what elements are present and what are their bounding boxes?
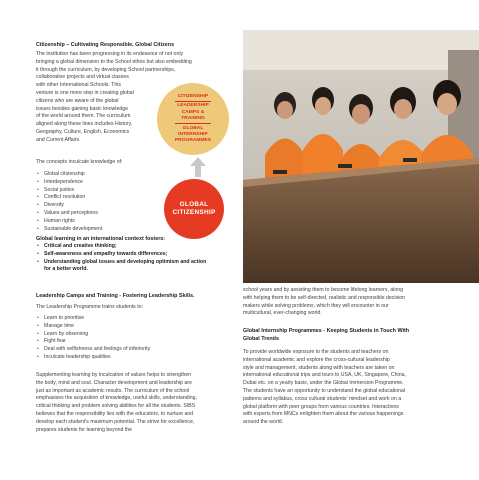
circle-label: CAMPS & — [181, 109, 205, 115]
intro-line: The institution has been progressing in its endeavour of not only — [36, 51, 184, 57]
list-item: • Interdependence — [36, 179, 186, 187]
continuation-line: with helping them to be self-directed, realistic and responsible decision — [243, 294, 406, 301]
concepts-intro: The concepts inculcate knowledge of: — [36, 159, 123, 165]
continuation-text: for a better world. — [44, 266, 88, 273]
closing-line: Supplementing learning by inculcation of values helps to strengthen — [36, 372, 192, 378]
continuation-line: makers while solving problems, which they will encounter in our — [243, 302, 389, 309]
list-item: • Learn by observing — [36, 331, 251, 339]
heading-line: Global Internship Programmes - Keeping Students in Touch With — [243, 328, 410, 334]
continuation-paragraph — [243, 287, 473, 318]
intro-line: issues besides gaining basic knowledge — [36, 105, 128, 112]
internship-line: patterns and syllabus, cross cultural students' mindset and work on a — [243, 395, 402, 402]
list-item: • Critical and creative thinking; — [36, 243, 251, 251]
closing-line: critical thinking and problem solving abilities for all the students. SIBS — [36, 403, 196, 410]
closing-line: just as important as academic results. The curriculum of the school — [36, 387, 190, 394]
learning-heading: Global learning in an international context fosters: — [36, 236, 166, 242]
internship-line: The students have an opportunity to understand the global educational — [243, 387, 406, 394]
circle-label: PROGRAMMES — [174, 138, 212, 144]
list-item: • Values and perceptions — [36, 210, 186, 218]
internship-line: style and management, students along with teachers are taken on — [243, 364, 395, 371]
closing-line: develop each student's maximum potential. The strive for excellence, — [36, 418, 195, 425]
camps-list — [36, 315, 251, 362]
list-item: • Social justice — [36, 187, 186, 195]
closing-paragraph — [36, 372, 251, 434]
list-item: • Conflict resolution — [36, 194, 186, 202]
list-item: • Fight fear — [36, 338, 251, 346]
closing-line: prepares students for learning beyond the — [36, 426, 133, 433]
internship-heading — [243, 327, 473, 343]
continuation-line: multicultural, ever-changing world. — [243, 310, 322, 317]
intro-line: Geography, Culture, English, Economics — [36, 128, 130, 135]
circle-label: GLOBAL — [179, 201, 209, 209]
list-item: • Understanding global issues and developing optimism and action — [36, 259, 251, 267]
list-item: • Human rights — [36, 218, 186, 226]
intro-line: it through the curriculum, by developing School partnerships, — [36, 66, 176, 73]
internship-line: international educational trips and tours to USA, UK, Singapore, China, — [243, 372, 406, 379]
internship-line: Dubai etc. on a yearly basis, under the Global Immersion Programme. — [243, 380, 404, 387]
list-item: • Manage time — [36, 323, 251, 331]
closing-line: believes that the responsibility lies with the educators, to nurture and — [36, 410, 194, 417]
circle-label: GLOBAL — [182, 125, 204, 131]
list-item: • Deal with selfishness and feelings of inferiority — [36, 346, 251, 354]
circle-label: INTERNSHIP — [178, 131, 208, 137]
circle-label: TRAINING — [181, 115, 205, 121]
citizenship-programmes-circle — [157, 83, 229, 155]
heading-line: Global Trends — [243, 336, 279, 342]
continuation-line: school years and by assisting them to become lifelong learners, along — [243, 287, 404, 293]
circle-label: CITIZENSHIP — [177, 93, 209, 99]
concepts-list — [36, 171, 186, 233]
intro-line: bringing a global dimension to the School ethos but also embedding — [36, 58, 192, 65]
learning-list — [36, 243, 251, 274]
closing-line: emphasises the acquisition of knowledge, useful skills, understanding, — [36, 395, 197, 402]
list-item: • Diversity — [36, 202, 186, 210]
list-item: • Learn to prioritise — [36, 315, 251, 323]
list-item: • Self-awareness and empathy towards differences; — [36, 251, 251, 259]
intro-line: collaborative projects and virtual classes — [36, 74, 129, 81]
list-item: • Global citizenship — [36, 171, 186, 179]
internship-line: around the world. — [243, 419, 284, 426]
students-classroom-photo — [243, 30, 479, 283]
internship-line: global platform with peer groups from various countries. Interactions — [243, 403, 399, 410]
up-arrow-icon — [188, 156, 208, 178]
list-item: • Inculcate leadership qualities — [36, 354, 251, 362]
intro-line: and Current Affairs. — [36, 136, 81, 143]
photo-illustration — [243, 30, 479, 283]
intro-line: of the world around them. The curriculum — [36, 113, 131, 120]
camps-intro: The Leadership Programme trains students to: — [36, 304, 143, 310]
list-item-continuation — [36, 266, 251, 274]
intro-line: with other International Schools. This — [36, 82, 121, 89]
citizenship-heading: Citizenship – Cultivating Responsible, Global Citizens — [36, 42, 175, 48]
divider — [175, 123, 211, 124]
internship-paragraph — [243, 349, 473, 427]
global-citizenship-circle — [164, 179, 224, 239]
internship-line: To provide worldwide exposure to the students and teachers on — [243, 349, 389, 355]
internship-line: with experts from MNCs enlighten them about the various happenings — [243, 411, 404, 418]
divider — [175, 101, 211, 102]
list-item: • Sustainable development — [36, 226, 186, 234]
circle-label: CITIZENSHIP — [172, 209, 216, 216]
camps-heading: Leadership Camps and Training - Fostering Leadership Skills. — [36, 293, 195, 299]
intro-line: citizens who are aware of the global — [36, 97, 119, 104]
intro-line: venture is one more step in creating global — [36, 89, 134, 96]
closing-line: the body, mind and soul. Character development and leadership are — [36, 379, 192, 386]
internship-line: international academic and explore the cross-cultural leadership — [243, 356, 390, 363]
intro-line: aligned along these lines includes History, — [36, 121, 133, 128]
circle-label: LEADERSHIP — [177, 103, 209, 109]
